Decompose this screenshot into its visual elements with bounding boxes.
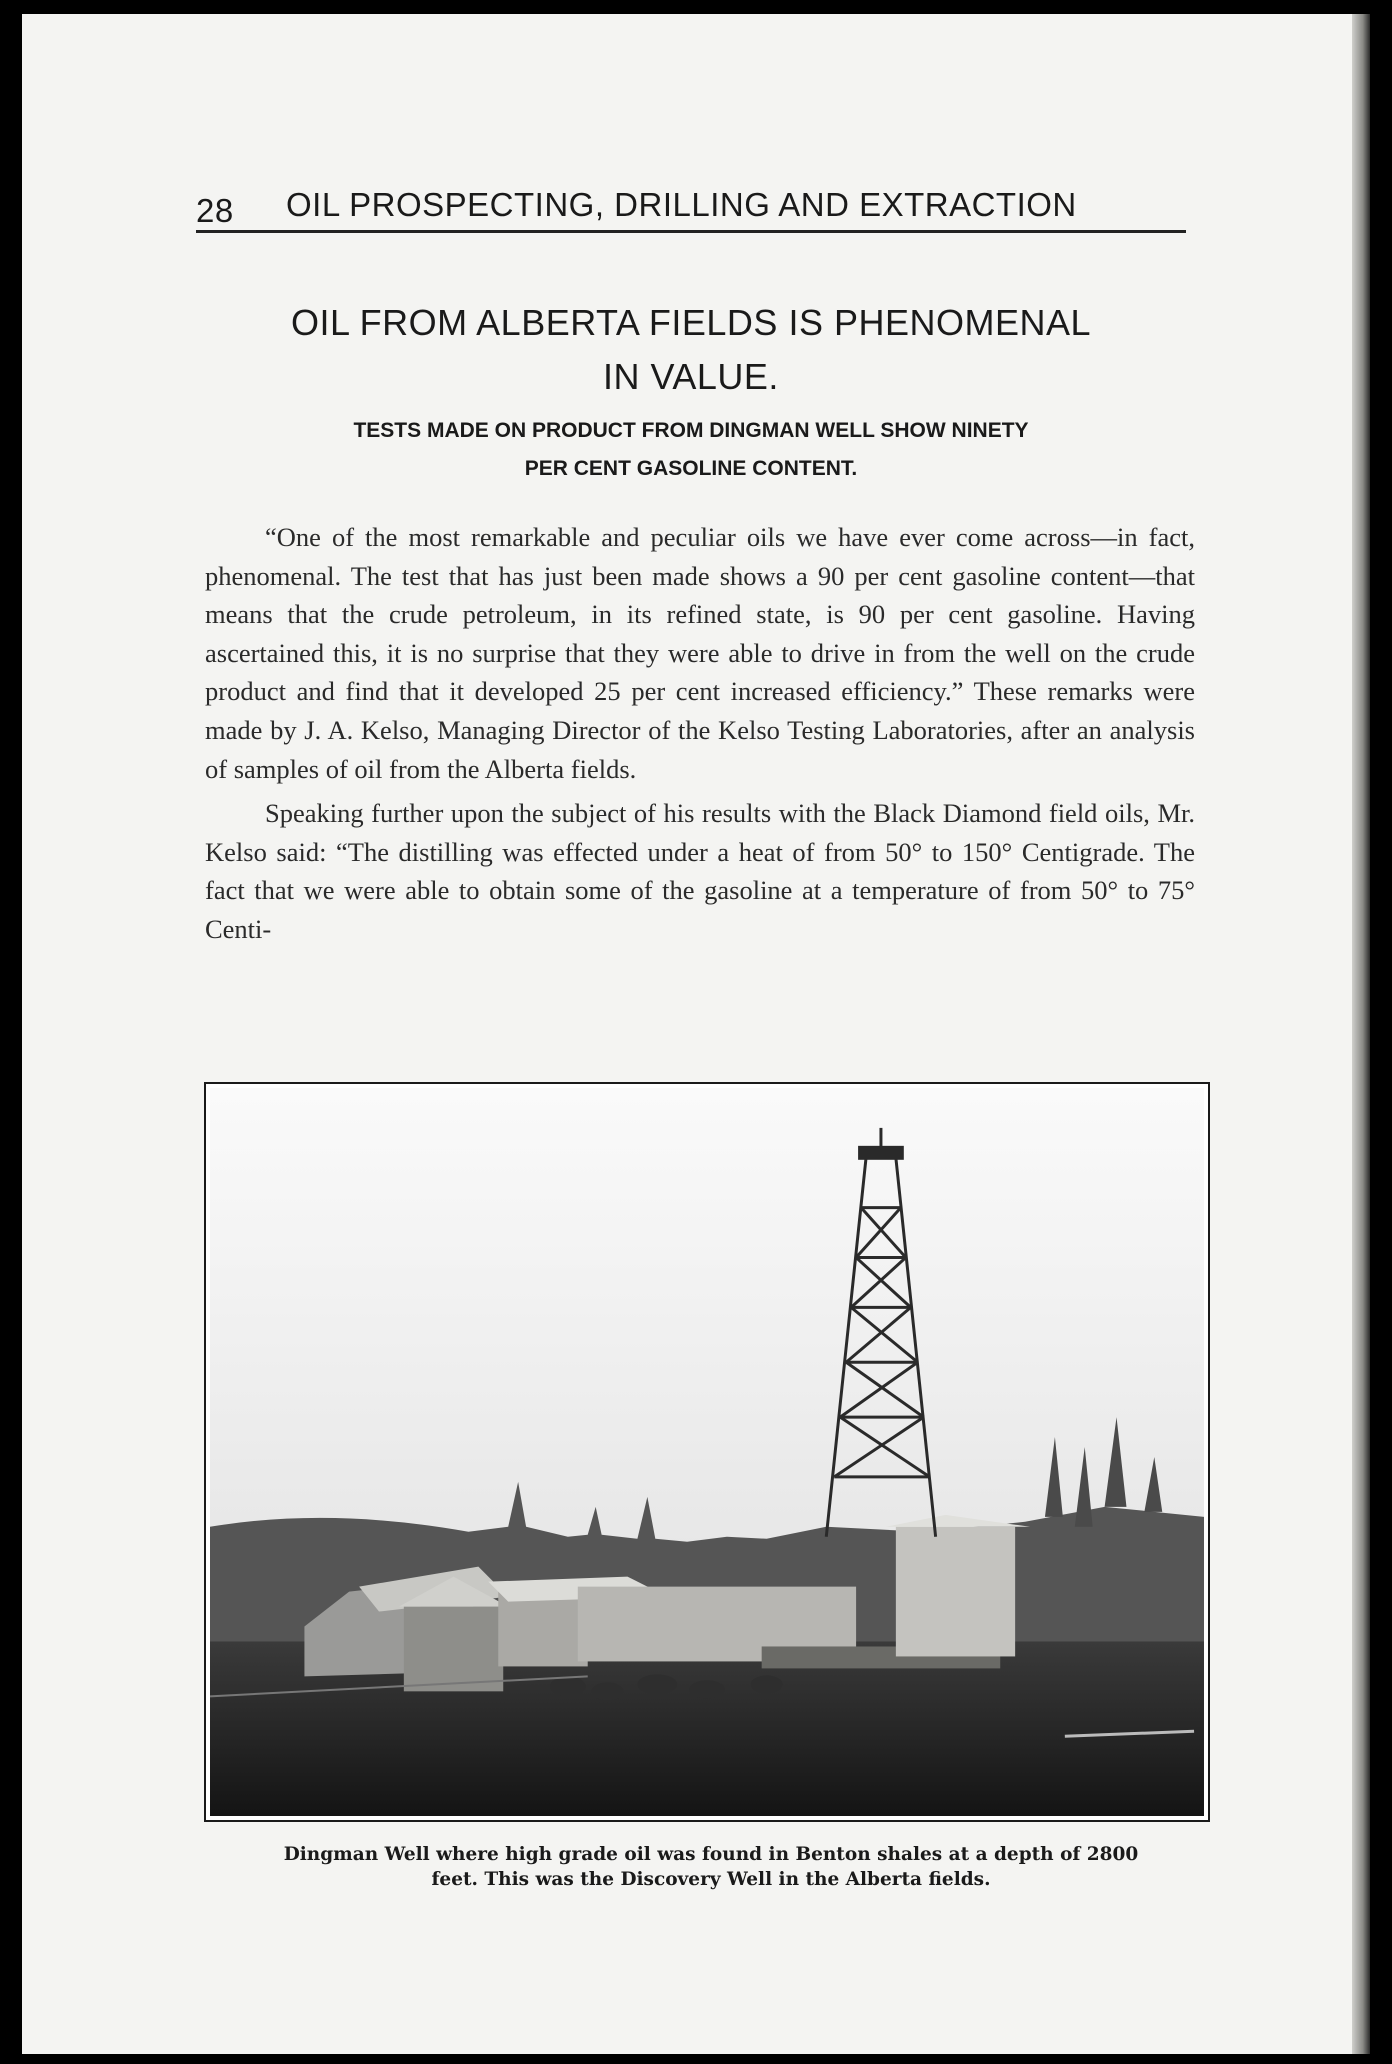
headline-line-1: OIL FROM ALBERTA FIELDS IS PHENOMENAL	[290, 302, 1092, 343]
article-headline	[196, 296, 1186, 404]
paragraph: “One of the most remarkable and peculiar oils we have ever come across—in fact, phenomenal. The test that has just been made shows a 90 per cent gasoline content—that means that the crude petroleum, in its refined state, is 90 per cent gasoline. Having ascertained this, it is no surprise that they were able to drive in from the well on the crude product and find that it developed 25 per cent increased efficiency.” These remarks were made by J. A. Kelso, Managing Director of the Kelso Testing Laboratories, after an analysis of samples of oil from the Alberta fields.	[205, 522, 1195, 784]
page-edge-shadow	[1352, 14, 1370, 2054]
headline-line-2: IN VALUE.	[603, 356, 779, 397]
subhead-line-2: PER CENT GASOLINE CONTENT.	[524, 457, 858, 480]
article-body	[205, 518, 1195, 949]
caption-line-1: Dingman Well where high grade oil was found in Benton shales at a depth of 2800	[283, 1844, 1139, 1865]
article-subhead	[196, 412, 1186, 488]
page-number: 28	[196, 192, 234, 229]
caption-line-2: feet. This was the Discovery Well in the Alberta fields.	[431, 1869, 991, 1890]
well-photograph	[204, 1082, 1210, 1822]
photo-caption	[196, 1842, 1226, 1892]
running-title: OIL PROSPECTING, DRILLING AND EXTRACTION	[286, 186, 1077, 223]
running-head	[196, 186, 1186, 233]
paragraph: Speaking further upon the subject of his results with the Black Diamond field oils, Mr. Kelso said: “The distilling was effected under a heat of from 50° to 150° Centigrade. The fact that we were able to obtain some of the gasoline at a temperature of from 50° to 75° Centi-	[205, 798, 1195, 944]
oil-derrick-illustration	[210, 1088, 1204, 1816]
subhead-line-1: TESTS MADE ON PRODUCT FROM DINGMAN WELL SHOW NINETY	[353, 419, 1029, 442]
